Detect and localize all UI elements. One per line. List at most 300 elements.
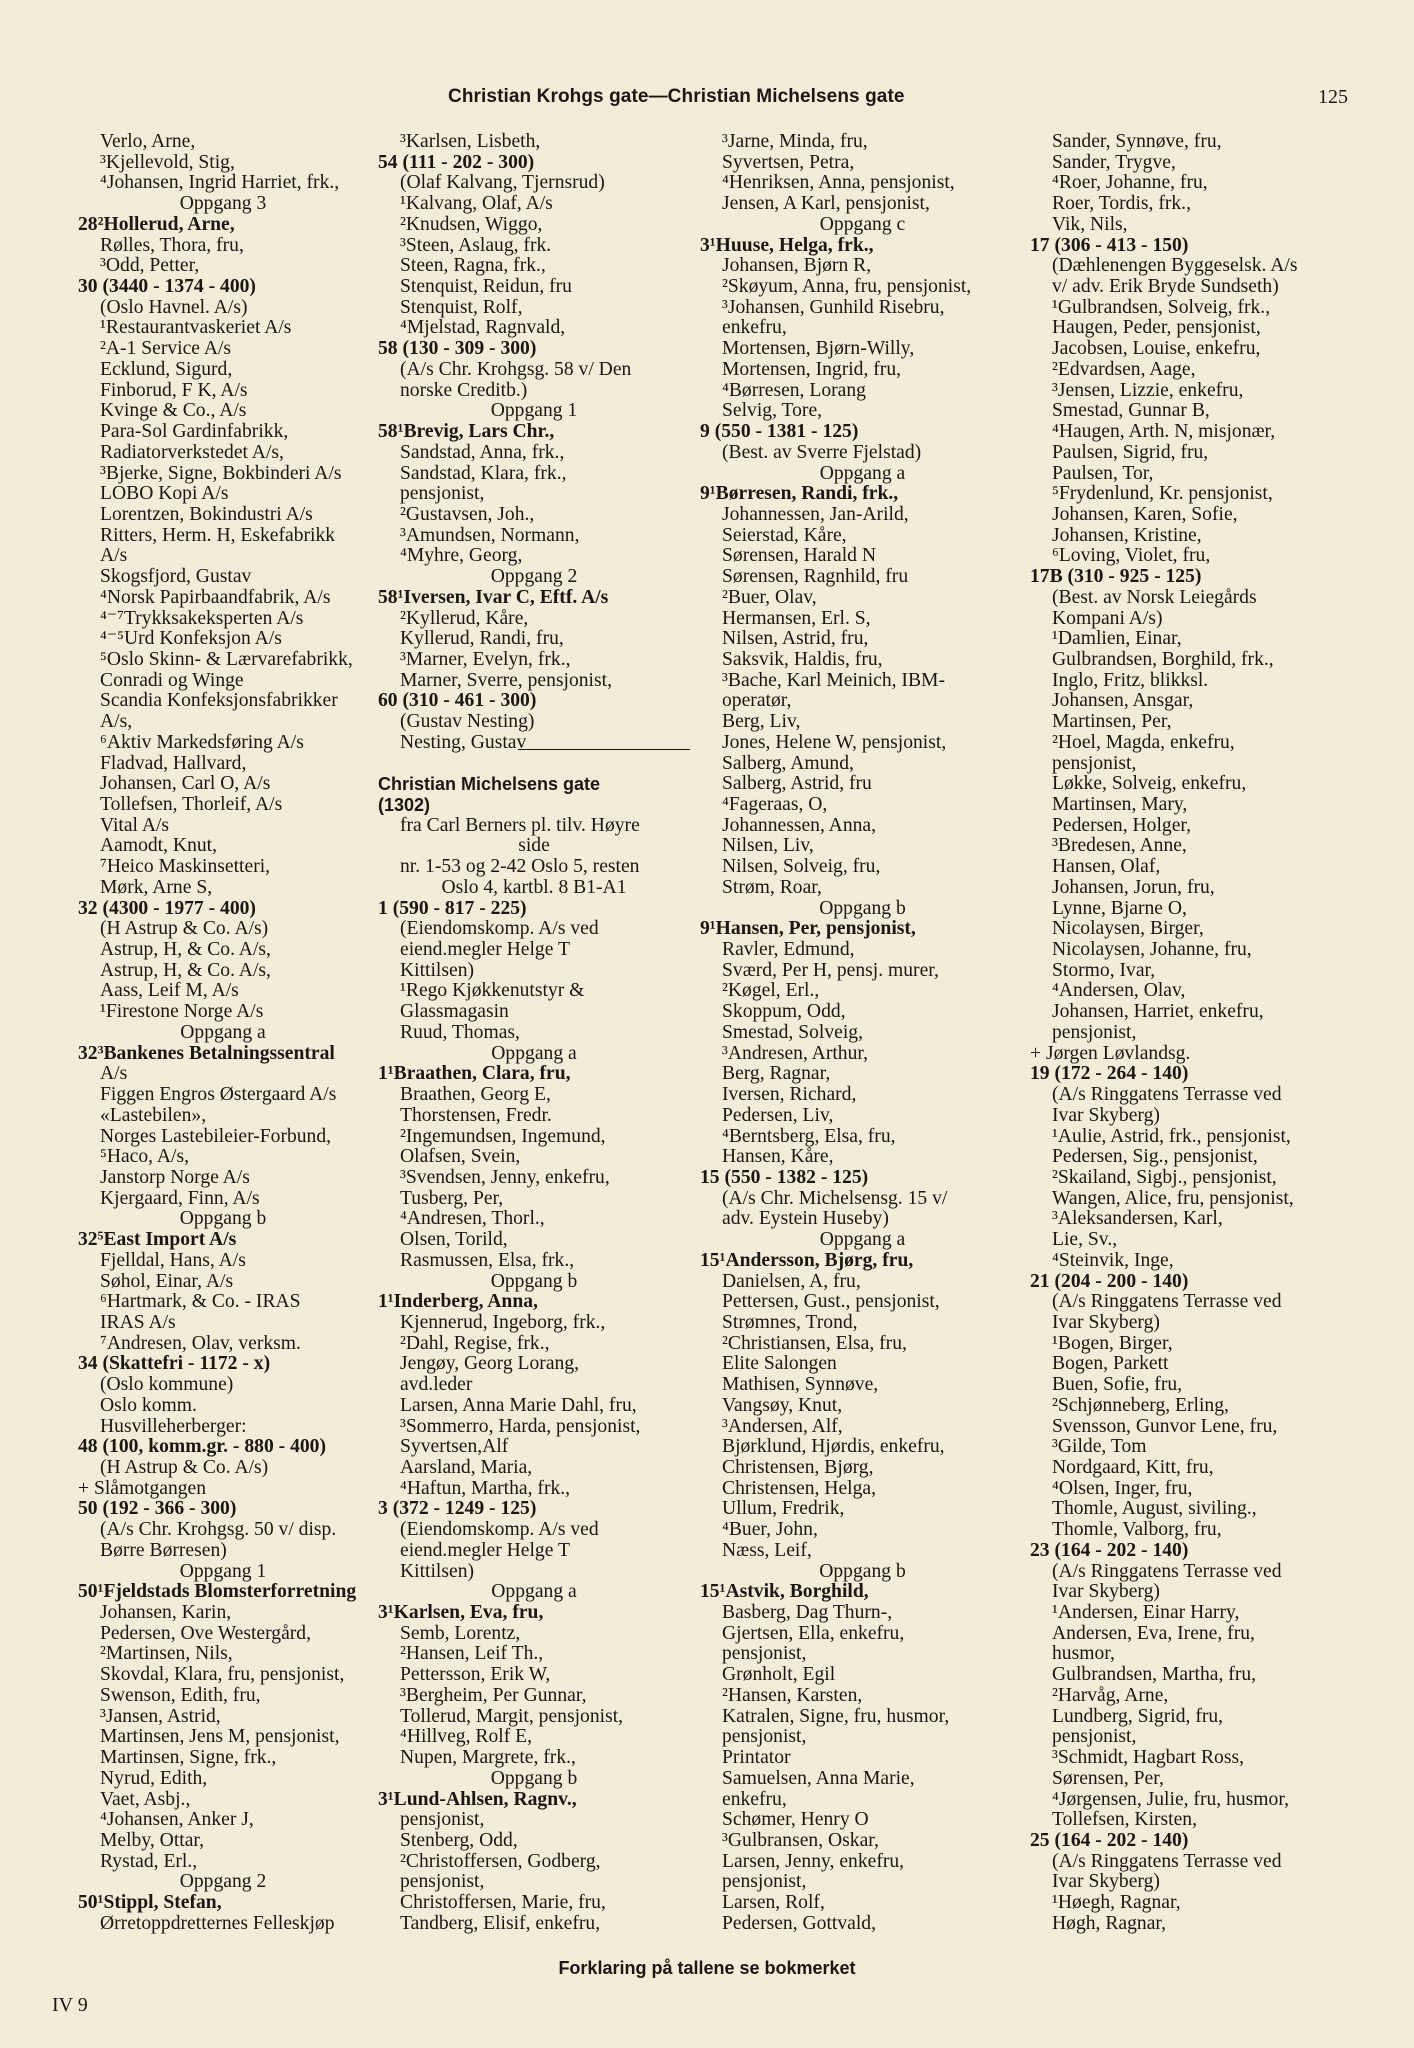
address-number: 60 (310 - 461 - 300): [378, 690, 537, 712]
directory-entry: ⁷Heico Maskinsetteri,: [100, 856, 271, 878]
stairway-heading: Oppgang b: [490, 1270, 578, 1292]
directory-entry: (A/s Ringgatens Terrasse ved: [1052, 1084, 1282, 1106]
directory-entry: ²Martinsen, Nils,: [100, 1643, 233, 1665]
directory-entry: Wangen, Alice, fru, pensjonist,: [1052, 1187, 1294, 1209]
directory-entry: Aamodt, Knut,: [100, 835, 218, 857]
directory-entry: Janstorp Norge A/s: [100, 1166, 250, 1188]
directory-entry: ³Aleksandersen, Karl,: [1052, 1208, 1223, 1230]
directory-entry: (H Astrup & Co. A/s): [100, 918, 269, 940]
directory-entry: Para-Sol Gardinfabrikk,: [100, 421, 289, 443]
directory-entry: Bogen, Parkett: [1052, 1353, 1169, 1375]
address-number: 21 (204 - 200 - 140): [1030, 1270, 1189, 1292]
directory-entry: Oslo komm.: [100, 1394, 197, 1416]
directory-entry: Salberg, Astrid, fru: [722, 773, 872, 795]
directory-entry: ²Buer, Olav,: [722, 586, 817, 608]
directory-entry: ⁴Haugen, Arth. N, misjonær,: [1052, 421, 1276, 443]
address-number: 3¹Karlsen, Eva, fru,: [378, 1602, 544, 1624]
directory-entry: avd.leder: [400, 1374, 473, 1396]
stairway-heading: Oppgang 1: [179, 1560, 267, 1582]
directory-entry: Skoppum, Odd,: [722, 1001, 846, 1023]
address-number: 25 (164 - 202 - 140): [1030, 1829, 1189, 1851]
directory-entry: Strømnes, Trond,: [722, 1311, 858, 1333]
directory-entry: Tollerud, Margit, pensjonist,: [400, 1705, 624, 1727]
directory-entry: Martinsen, Jens M, pensjonist,: [100, 1726, 340, 1748]
directory-entry: ³Jensen, Lizzie, enkefru,: [1052, 379, 1244, 401]
directory-entry: Stenberg, Odd,: [400, 1829, 518, 1851]
directory-entry: ²Køgel, Erl.,: [722, 980, 820, 1002]
directory-entry: Smestad, Solveig,: [722, 1021, 863, 1043]
directory-entry: Sandstad, Klara, frk.,: [400, 462, 567, 484]
address-number: 17B (310 - 925 - 125): [1030, 566, 1202, 588]
directory-entry: Johansen, Kristine,: [1052, 524, 1202, 546]
directory-entry: Ruud, Thomas,: [400, 1021, 520, 1043]
directory-entry: (Best. av Norsk Leiegårds: [1052, 586, 1257, 608]
directory-entry: Jensen, A Karl, pensjonist,: [722, 193, 930, 215]
address-number: 34 (Skattefri - 1172 - x): [78, 1353, 271, 1375]
directory-entry: ⁴Børresen, Lorang: [722, 379, 866, 401]
address-number: 23 (164 - 202 - 140): [1030, 1539, 1189, 1561]
directory-entry: Johannessen, Anna,: [722, 814, 877, 836]
directory-entry: Børre Børresen): [100, 1539, 227, 1561]
directory-entry: v/ adv. Erik Bryde Sundseth): [1052, 276, 1279, 298]
directory-entry: ⁴Andresen, Thorl.,: [400, 1208, 545, 1230]
directory-entry: Andersen, Eva, Irene, fru,: [1052, 1622, 1255, 1644]
directory-entry: Christensen, Bjørg,: [722, 1457, 874, 1478]
directory-entry: Kittilsen): [400, 1560, 475, 1582]
directory-entry: ²Schjønneberg, Erling,: [1052, 1394, 1229, 1416]
directory-entry: Johansen, Harriet, enkefru,: [1052, 1001, 1264, 1023]
directory-entry: Kompani A/s): [1052, 607, 1163, 629]
directory-entry: Fjelldal, Hans, A/s: [100, 1249, 246, 1271]
directory-entry: Inglo, Fritz, blikksl.: [1052, 669, 1209, 691]
directory-entry: Strøm, Roar,: [722, 876, 822, 898]
directory-entry: ³Svendsen, Jenny, enkefru,: [400, 1166, 610, 1188]
directory-entry: LOBO Kopi A/s: [100, 483, 229, 505]
directory-entry: Swenson, Edith, fru,: [100, 1684, 261, 1706]
directory-entry: ⁶Loving, Violet, fru,: [1052, 545, 1211, 567]
directory-entry: ⁴Mjelstad, Ragnvald,: [400, 317, 566, 339]
directory-entry: (Dæhlenengen Byggeselsk. A/s: [1052, 255, 1298, 277]
directory-entry: pensjonist,: [400, 1871, 485, 1893]
directory-entry: Nilsen, Solveig, fru,: [722, 856, 881, 878]
directory-entry: Pettersson, Erik W,: [400, 1664, 551, 1686]
directory-entry: Kittilsen): [400, 959, 475, 981]
directory-entry: Finborud, F K, A/s: [100, 379, 248, 401]
stairway-heading: Oppgang c: [819, 213, 906, 235]
stairway-heading: Oppgang a: [491, 1042, 577, 1064]
address-number: 9 (550 - 1381 - 125): [700, 421, 859, 443]
directory-entry: Larsen, Anna Marie Dahl, fru,: [400, 1394, 637, 1416]
directory-entry: pensjonist,: [722, 1643, 807, 1665]
directory-entry: ¹Kalvang, Olaf, A/s: [400, 193, 553, 215]
directory-entry: ¹Gulbrandsen, Solveig, frk.,: [1052, 296, 1271, 318]
directory-entry: (Best. av Sverre Fjelstad): [722, 441, 922, 463]
directory-entry: ²Hansen, Leif Th.,: [400, 1643, 544, 1665]
directory-entry: ³Jarne, Minda, fru,: [722, 131, 868, 152]
directory-entry: Nicolaysen, Birger,: [1052, 918, 1204, 940]
directory-entry: ⁵Oslo Skinn- & Lærvarefabrikk,: [100, 648, 353, 670]
directory-entry: Nilsen, Astrid, fru,: [722, 628, 869, 650]
directory-entry: Samuelsen, Anna Marie,: [722, 1767, 915, 1789]
directory-entry: Olafsen, Svein,: [400, 1146, 521, 1168]
directory-entry: ³Odd, Petter,: [100, 255, 200, 277]
directory-entry: pensjonist,: [1052, 1726, 1137, 1748]
directory-entry: pensjonist,: [400, 483, 485, 505]
stairway-heading: Oppgang 3: [179, 193, 267, 215]
directory-entry: ⁴Roer, Johanne, fru,: [1052, 172, 1208, 194]
directory-entry: ³Bergheim, Per Gunnar,: [400, 1684, 587, 1706]
directory-entry: ²Christoffersen, Godberg,: [400, 1850, 601, 1872]
address-number: 54 (111 - 202 - 300): [378, 151, 535, 173]
directory-entry: ²Skailand, Sigbj., pensjonist,: [1052, 1166, 1277, 1188]
directory-entry: Paulsen, Sigrid, fru,: [1052, 441, 1209, 463]
directory-entry: pensjonist,: [1052, 752, 1137, 774]
directory-entry: ³Jansen, Astrid,: [100, 1705, 221, 1727]
directory-entry: Lundberg, Sigrid, fru,: [1052, 1705, 1224, 1727]
directory-entry: Tollefsen, Kirsten,: [1052, 1809, 1198, 1831]
directory-entry: ⁴Haftun, Martha, frk.,: [400, 1477, 571, 1499]
directory-entry: Fladvad, Hallvard,: [100, 752, 247, 774]
directory-entry: nr. 1-53 og 2-42 Oslo 5, resten: [400, 856, 640, 878]
address-number: 58¹Brevig, Lars Chr.,: [378, 421, 555, 443]
directory-entry: ⁴Norsk Papirbaandfabrik, A/s: [100, 586, 331, 608]
directory-entry: ⁴Jørgensen, Julie, fru, husmor,: [1052, 1788, 1289, 1810]
directory-entry: (Gustav Nesting): [400, 711, 535, 733]
directory-entry: Haugen, Peder, pensjonist,: [1052, 317, 1261, 339]
directory-entry: Ullum, Fredrik,: [722, 1498, 845, 1520]
stairway-heading: Oppgang a: [819, 1229, 906, 1251]
address-number: 3 (372 - 1249 - 125): [378, 1498, 537, 1520]
directory-entry: Norges Lastebileier-Forbund,: [100, 1125, 332, 1147]
directory-entry: ⁴⁻⁷Trykksakeksperten A/s: [100, 607, 304, 629]
directory-entry: ³Gulbransen, Oskar,: [722, 1829, 879, 1851]
directory-entry: Thorstensen, Fredr.: [400, 1104, 552, 1126]
directory-entry: Martinsen, Per,: [1052, 711, 1172, 733]
directory-entry: Kjennerud, Ingeborg, frk.,: [400, 1311, 606, 1333]
stairway-heading: Oppgang 2: [490, 566, 578, 588]
directory-entry: ¹Firestone Norge A/s: [100, 1001, 264, 1023]
directory-entry: Grønholt, Egil: [722, 1664, 836, 1686]
directory-entry: Larsen, Rolf,: [722, 1892, 825, 1914]
directory-entry: ⁴Johansen, Anker J,: [100, 1809, 254, 1831]
directory-entry: ⁴Andersen, Olav,: [1052, 980, 1186, 1002]
directory-entry: ¹Rego Kjøkkenutstyr &: [400, 980, 585, 1002]
directory-entry: Lorentzen, Bokindustri A/s: [100, 503, 313, 525]
directory-entry: Jacobsen, Louise, enkefru,: [1052, 338, 1261, 360]
directory-entry: Sandstad, Anna, frk.,: [400, 441, 565, 463]
directory-entry: Søhol, Einar, A/s: [100, 1270, 234, 1292]
address-number: 15¹Astvik, Borghild,: [700, 1581, 869, 1603]
directory-entry: Stenquist, Rolf,: [400, 296, 523, 318]
directory-entry: (Oslo kommune): [100, 1374, 234, 1396]
directory-entry: Vaet, Asbj.,: [100, 1788, 191, 1810]
directory-entry: operatør,: [722, 690, 792, 712]
directory-entry: Lynne, Bjarne O,: [1052, 897, 1187, 919]
street-heading: (1302): [378, 795, 431, 815]
directory-entry: Radiatorverkstedet A/s,: [100, 441, 284, 463]
directory-entry: Nesting, Gustav: [378, 733, 690, 754]
footer-note: Forklaring på tallene se bokmerket: [558, 1958, 856, 1978]
stairway-heading: side: [518, 835, 550, 857]
directory-entry: Kyllerud, Randi, fru,: [400, 628, 564, 650]
directory-entry: Nilsen, Liv,: [722, 835, 814, 857]
directory-entry: eiend.megler Helge T: [400, 1539, 570, 1561]
directory-entry: A/s: [100, 545, 128, 567]
directory-entry: Paulsen, Tor,: [1052, 462, 1154, 484]
directory-entry: Sander, Synnøve, fru,: [1052, 131, 1222, 152]
directory-entry: A/s: [100, 1063, 128, 1085]
directory-entry: Astrup, H, & Co. A/s,: [100, 939, 271, 961]
directory-entry: Sander, Trygve,: [1052, 151, 1176, 173]
stairway-heading: Oppgang b: [819, 897, 906, 919]
directory-entry: Sørensen, Harald N: [722, 545, 876, 567]
directory-entry: Nupen, Margrete, frk.,: [400, 1747, 576, 1769]
directory-entry: ⁷Andresen, Olav, verksm.: [100, 1332, 301, 1354]
directory-entry: eiend.megler Helge T: [400, 939, 570, 961]
directory-entry: Pedersen, Ove Westergård,: [100, 1622, 311, 1644]
directory-entry: ¹Restaurantvaskeriet A/s: [100, 317, 292, 339]
address-number: 32⁵East Import A/s: [78, 1229, 237, 1251]
directory-entry: ²Kyllerud, Kåre,: [400, 607, 529, 629]
directory-entry: (A/s Chr. Krohgsg. 58 v/ Den: [400, 358, 632, 380]
directory-entry: (A/s Ringgatens Terrasse ved: [1052, 1291, 1282, 1313]
directory-entry: Ravler, Edmund,: [722, 939, 855, 961]
stairway-heading: Oppgang a: [819, 462, 906, 484]
directory-entry: Sørensen, Ragnhild, fru: [722, 566, 909, 588]
directory-entry: ²A-1 Service A/s: [100, 338, 232, 360]
directory-entry: Aass, Leif M, A/s: [100, 980, 239, 1002]
directory-entry: ³Bache, Karl Meinich, IBM-: [722, 669, 945, 691]
directory-entry: «Lastebilen»,: [100, 1104, 207, 1126]
directory-entry: ³Schmidt, Hagbart Ross,: [1052, 1747, 1245, 1769]
stairway-heading: Oppgang a: [180, 1021, 266, 1043]
column-2: [378, 132, 690, 1935]
page-title: Christian Krohgs gate—Christian Michelsens gate: [448, 86, 905, 107]
directory-entry: (Eiendomskomp. A/s ved: [400, 1519, 599, 1541]
directory-entry: Stenquist, Reidun, fru: [400, 276, 572, 298]
directory-entry: Ivar Skyberg): [1052, 1871, 1160, 1893]
directory-entry: Berg, Ragnar,: [722, 1063, 831, 1085]
address-number: 17 (306 - 413 - 150): [1030, 234, 1189, 256]
stairway-heading: Oppgang b: [179, 1208, 267, 1230]
directory-entry: Ivar Skyberg): [1052, 1311, 1160, 1333]
address-number: 50 (192 - 366 - 300): [78, 1498, 237, 1520]
address-number: 3¹Huuse, Helga, frk.,: [700, 234, 874, 256]
directory-entry: Skogsfjord, Gustav: [100, 566, 252, 588]
directory-entry: ³Karlsen, Lisbeth,: [400, 131, 541, 152]
directory-entry: Jones, Helene W, pensjonist,: [722, 731, 947, 753]
directory-entry: adv. Eystein Huseby): [722, 1208, 889, 1230]
directory-entry: (H Astrup & Co. A/s): [100, 1457, 269, 1478]
directory-entry: ⁴Olsen, Inger, fru,: [1052, 1477, 1193, 1499]
directory-entry: Christensen, Helga,: [722, 1477, 876, 1499]
column-3: [700, 132, 1025, 1935]
directory-entry: ²Dahl, Regise, frk.,: [400, 1332, 550, 1354]
directory-entry: ⁴⁻⁵Urd Konfeksjon A/s: [100, 628, 282, 650]
directory-entry: Sørensen, Per,: [1052, 1767, 1164, 1789]
directory-entry: pensjonist,: [400, 1809, 485, 1831]
directory-entry: ³Andersen, Alf,: [722, 1415, 843, 1437]
directory-entry: ²Skøyum, Anna, fru, pensjonist,: [722, 276, 972, 298]
directory-entry: ²Edvardsen, Aage,: [1052, 358, 1196, 380]
directory-entry: ³Andresen, Arthur,: [722, 1042, 869, 1064]
directory-entry: Pedersen, Holger,: [1052, 814, 1192, 836]
directory-entry: Pettersen, Gust., pensjonist,: [722, 1291, 940, 1313]
directory-entry: pensjonist,: [722, 1726, 807, 1748]
directory-entry: Stormo, Ivar,: [1052, 959, 1156, 981]
directory-entry: Ivar Skyberg): [1052, 1581, 1160, 1603]
directory-entry: enkefru,: [722, 317, 787, 339]
directory-entry: ¹Høegh, Ragnar,: [1052, 1892, 1181, 1914]
directory-entry: Johansen, Carl O, A/s: [100, 773, 271, 795]
directory-entry: Syvertsen,Alf: [400, 1436, 509, 1458]
directory-entry: Johansen, Karen, Sofie,: [1052, 503, 1238, 525]
directory-entry: ²Harvåg, Arne,: [1052, 1684, 1169, 1706]
directory-entry: Iversen, Richard,: [722, 1084, 857, 1106]
address-number: 58 (130 - 309 - 300): [378, 338, 537, 360]
directory-entry: Christoffersen, Marie, fru,: [400, 1892, 606, 1914]
address-number: 50¹Fjeldstads Blomsterforretning: [78, 1581, 357, 1603]
directory-entry: Gulbrandsen, Martha, fru,: [1052, 1664, 1257, 1686]
directory-entry: ⁴Hillveg, Rolf E,: [400, 1726, 532, 1748]
directory-entry: ⁶Hartmark, & Co. - IRAS: [100, 1291, 301, 1313]
stairway-heading: Oppgang b: [490, 1767, 578, 1789]
directory-entry: Løkke, Solveig, enkefru,: [1052, 773, 1247, 795]
directory-entry: Rølles, Thora, fru,: [100, 234, 244, 256]
directory-entry: Verlo, Arne,: [100, 131, 196, 152]
directory-entry: enkefru,: [722, 1788, 787, 1810]
directory-entry: Bjørklund, Hjørdis, enkefru,: [722, 1436, 945, 1458]
directory-entry: Hansen, Olaf,: [1052, 856, 1161, 878]
column-4: [1030, 132, 1370, 1935]
address-number: 58¹Iversen, Ivar C, Eftf. A/s: [378, 586, 609, 608]
directory-entry: Melby, Ottar,: [100, 1829, 205, 1851]
directory-entry: [378, 754, 690, 775]
directory-entry: Nordgaard, Kitt, fru,: [1052, 1457, 1214, 1478]
directory-entry: pensjonist,: [1052, 1021, 1137, 1043]
directory-entry: Martinsen, Mary,: [1052, 794, 1188, 815]
directory-entry: Rasmussen, Elsa, frk.,: [400, 1249, 575, 1271]
directory-entry: (A/s Ringgatens Terrasse ved: [1052, 1560, 1282, 1582]
directory-entry: ⁵Frydenlund, Kr. pensjonist,: [1052, 483, 1273, 505]
directory-entry: + Jørgen Løvlandsg.: [1030, 1042, 1191, 1064]
directory-entry: ⁴Steinvik, Inge,: [1052, 1249, 1174, 1271]
directory-entry: Olsen, Torild,: [400, 1229, 508, 1251]
directory-entry: Pedersen, Liv,: [722, 1104, 834, 1126]
address-number: 32³Bankenes Betalningssentral: [78, 1042, 335, 1064]
directory-entry: Aarsland, Maria,: [400, 1457, 533, 1478]
directory-entry: Thomle, August, siviling.,: [1052, 1498, 1257, 1520]
directory-entry: pensjonist,: [722, 1871, 807, 1893]
directory-entry: Ritters, Herm. H, Eskefabrikk: [100, 524, 336, 546]
directory-entry: Johansen, Bjørn R,: [722, 255, 872, 277]
directory-entry: ³Kjellevold, Stig,: [100, 151, 235, 173]
page-number: 125: [1318, 86, 1348, 108]
directory-entry: Gulbrandsen, Borghild, frk.,: [1052, 648, 1274, 670]
directory-entry: Marner, Sverre, pensjonist,: [400, 669, 612, 691]
directory-entry: (A/s Chr. Michelsensg. 15 v/: [722, 1187, 948, 1209]
directory-entry: ³Bredesen, Anne,: [1052, 835, 1187, 857]
directory-entry: ³Bjerke, Signe, Bokbinderi A/s: [100, 462, 342, 484]
directory-entry: ⁵Haco, A/s,: [100, 1146, 190, 1168]
directory-entry: Sværd, Per H, pensj. murer,: [722, 959, 939, 981]
directory-entry: Kvinge & Co., A/s: [100, 400, 247, 422]
directory-entry: Danielsen, A, fru,: [722, 1270, 861, 1292]
column-1: [78, 132, 368, 1935]
directory-entry: ¹Aulie, Astrid, frk., pensjonist,: [1052, 1125, 1291, 1147]
directory-entry: ¹Damlien, Einar,: [1052, 628, 1182, 650]
directory-entry: norske Creditb.): [400, 379, 528, 401]
directory-entry: ¹Andersen, Einar Harry,: [1052, 1602, 1240, 1624]
directory-entry: Selvig, Tore,: [722, 400, 823, 422]
address-number: 30 (3440 - 1374 - 400): [78, 276, 256, 298]
address-number: 1¹Inderberg, Anna,: [378, 1291, 538, 1313]
directory-entry: ⁴Johansen, Ingrid Harriet, frk.,: [100, 172, 340, 194]
directory-entry: Buen, Sofie, fru,: [1052, 1374, 1183, 1396]
directory-entry: Mortensen, Ingrid, fru,: [722, 358, 902, 380]
directory-entry: Ecklund, Sigurd,: [100, 358, 233, 380]
directory-entry: IRAS A/s: [100, 1311, 176, 1333]
directory-entry: Kjergaard, Finn, A/s: [100, 1187, 260, 1209]
directory-entry: ¹Bogen, Birger,: [1052, 1332, 1173, 1354]
directory-entry: Tandberg, Elisif, enkefru,: [400, 1912, 601, 1934]
signature-mark: IV 9: [52, 1994, 88, 2016]
directory-entry: Steen, Ragna, frk.,: [400, 255, 546, 277]
directory-entry: ²Hoel, Magda, enkefru,: [1052, 731, 1235, 753]
directory-entry: Jengøy, Georg Lorang,: [400, 1353, 580, 1375]
address-number: 15¹Andersson, Bjørg, fru,: [700, 1249, 914, 1271]
directory-entry: Semb, Lorentz,: [400, 1622, 521, 1644]
directory-entry: ³Johansen, Gunhild Risebru,: [722, 296, 945, 318]
directory-entry: (Olaf Kalvang, Tjernsrud): [400, 172, 605, 194]
directory-entry: Berg, Liv,: [722, 711, 801, 733]
directory-entry: Mortensen, Bjørn-Willy,: [722, 338, 915, 360]
directory-entry: Hermansen, Erl. S,: [722, 607, 871, 629]
directory-entry: Martinsen, Signe, frk.,: [100, 1747, 277, 1769]
address-number: 48 (100, komm.gr. - 880 - 400): [78, 1436, 326, 1458]
directory-entry: Pedersen, Gottvald,: [722, 1912, 876, 1934]
directory-entry: Larsen, Jenny, enkefru,: [722, 1850, 905, 1872]
directory-entry: Basberg, Dag Thurn-,: [722, 1602, 893, 1624]
directory-entry: ³Marner, Evelyn, frk.,: [400, 648, 571, 670]
directory-entry: Mørk, Arne S,: [100, 876, 213, 898]
stairway-heading: Oslo 4, kartbl. 8 B1-A1: [441, 876, 627, 898]
directory-entry: Astrup, H, & Co. A/s,: [100, 959, 271, 981]
address-number: 32 (4300 - 1977 - 400): [78, 897, 256, 919]
directory-entry: ⁶Aktiv Markedsføring A/s: [100, 731, 304, 753]
directory-entry: Braathen, Georg E,: [400, 1084, 551, 1106]
directory-entry: Johansen, Ansgar,: [1052, 690, 1194, 712]
directory-entry: + Slåmotgangen: [78, 1477, 207, 1499]
directory-entry: Katralen, Signe, fru, husmor,: [722, 1705, 950, 1727]
directory-entry: Schømer, Henry O: [722, 1809, 869, 1831]
directory-entry: Høgh, Ragnar,: [1052, 1912, 1167, 1934]
directory-entry: ²Christiansen, Elsa, fru,: [722, 1332, 907, 1354]
address-number: 28²Hollerud, Arne,: [78, 213, 235, 235]
address-number: 15 (550 - 1382 - 125): [700, 1166, 869, 1188]
directory-entry: ⁴Myhre, Georg,: [400, 545, 523, 567]
directory-entry: Vital A/s: [100, 814, 170, 836]
directory-entry: Husvilleherberger:: [100, 1415, 247, 1437]
directory-entry: ³Gilde, Tom: [1052, 1436, 1147, 1458]
directory-entry: (A/s Ringgatens Terrasse ved: [1052, 1850, 1282, 1872]
directory-entry: ²Ingemundsen, Ingemund,: [400, 1125, 606, 1147]
address-number: 1¹Braathen, Clara, fru,: [378, 1063, 571, 1085]
directory-entry: Elite Salongen: [722, 1353, 837, 1375]
directory-entry: Hansen, Kåre,: [722, 1146, 834, 1168]
directory-entry: Nicolaysen, Johanne, fru,: [1052, 939, 1252, 961]
stairway-heading: Oppgang 1: [490, 400, 578, 422]
